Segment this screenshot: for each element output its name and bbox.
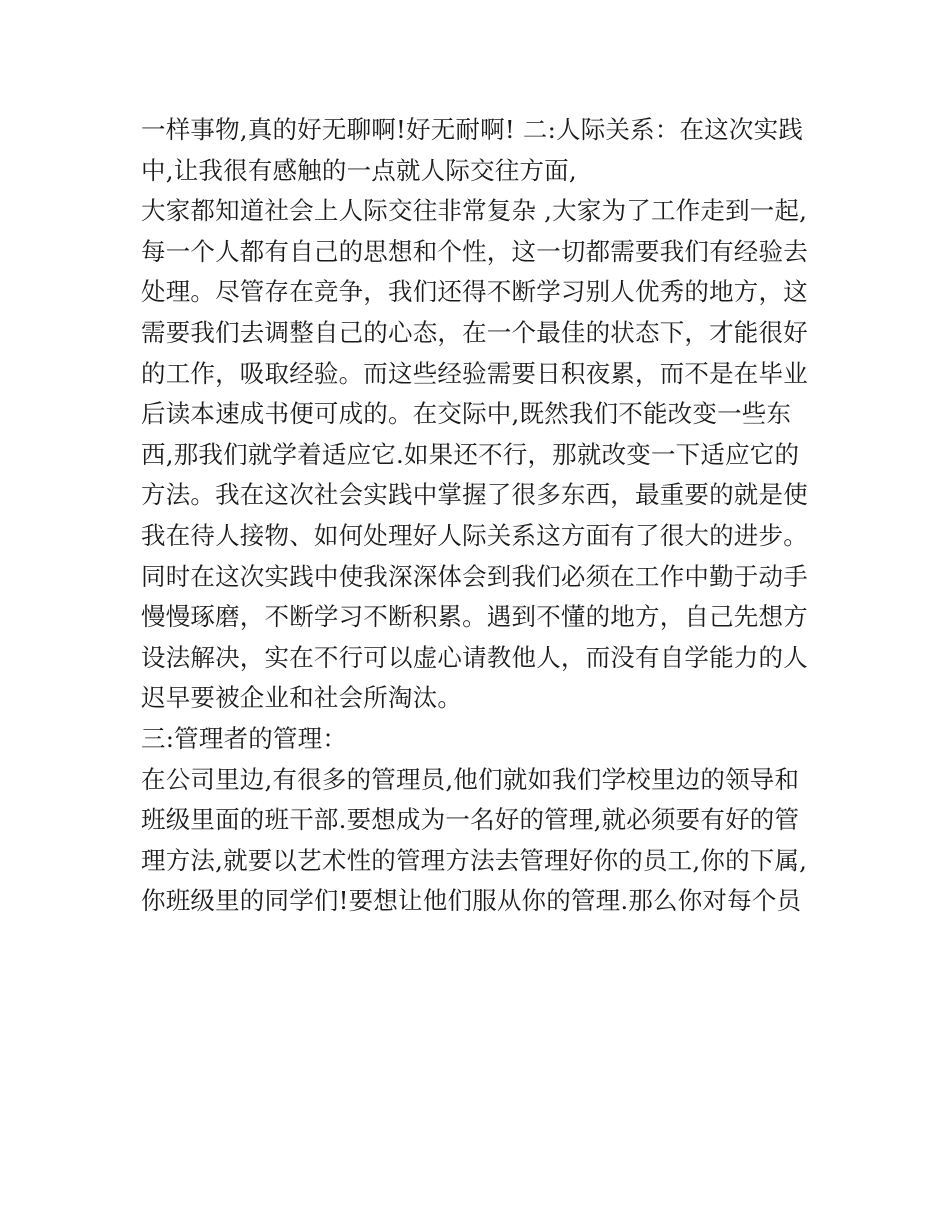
text-line: 西,那我们就学着适应它.如果还不行，那就改变一下适应它的	[141, 439, 800, 469]
text-line: 你班级里的同学们!要想让他们服从你的管理.那么你对每个员	[141, 886, 802, 916]
text-line: 中,让我很有感触的一点就人际交往方面,	[141, 155, 577, 185]
text-line: 在公司里边,有很多的管理员,他们就如我们学校里边的领导和	[141, 764, 800, 794]
text-line: 需要我们去调整自己的心态，在一个最佳的状态下，才能很好	[141, 317, 808, 347]
section-heading: 三:管理者的管理：	[141, 723, 348, 753]
text-line: 设法解决，实在不行可以虚心请教他人，而没有自学能力的人	[141, 642, 808, 672]
text-line: 每一个人都有自己的思想和个性，这一切都需要我们有经验去	[141, 236, 808, 266]
text-line: 班级里面的班干部.要想成为一名好的管理,就必须要有好的管	[141, 805, 800, 835]
document-body	[141, 110, 821, 922]
text-line: 一样事物,真的好无聊啊!好无耐啊! 二:人际关系：在这次实践	[141, 115, 804, 144]
text-line: 理方法,就要以艺术性的管理方法去管理好你的员工,你的下属,	[141, 845, 808, 875]
text-line: 大家都知道社会上人际交往非常复杂 ,大家为了工作走到一起,	[141, 196, 808, 226]
text-line: 慢慢琢磨，不断学习不断积累。遇到不懂的地方，自己先想方	[141, 602, 808, 632]
text-line: 我在待人接物、如何处理好人际关系这方面有了很大的进步。	[141, 520, 808, 550]
text-line: 迟早要被企业和社会所淘汰。	[141, 683, 463, 713]
text-line: 方法。我在这次社会实践中掌握了很多东西，最重要的就是使	[141, 480, 808, 510]
text-line: 处理。尽管存在竞争，我们还得不断学习别人优秀的地方，这	[141, 277, 808, 307]
text-line: 的工作，吸取经验。而这些经验需要日积夜累，而不是在毕业	[141, 358, 808, 388]
text-line: 同时在这次实践中使我深深体会到我们必须在工作中勤于动手	[141, 561, 808, 591]
text-line: 后读本速成书便可成的。在交际中,既然我们不能改变一些东	[141, 399, 792, 429]
